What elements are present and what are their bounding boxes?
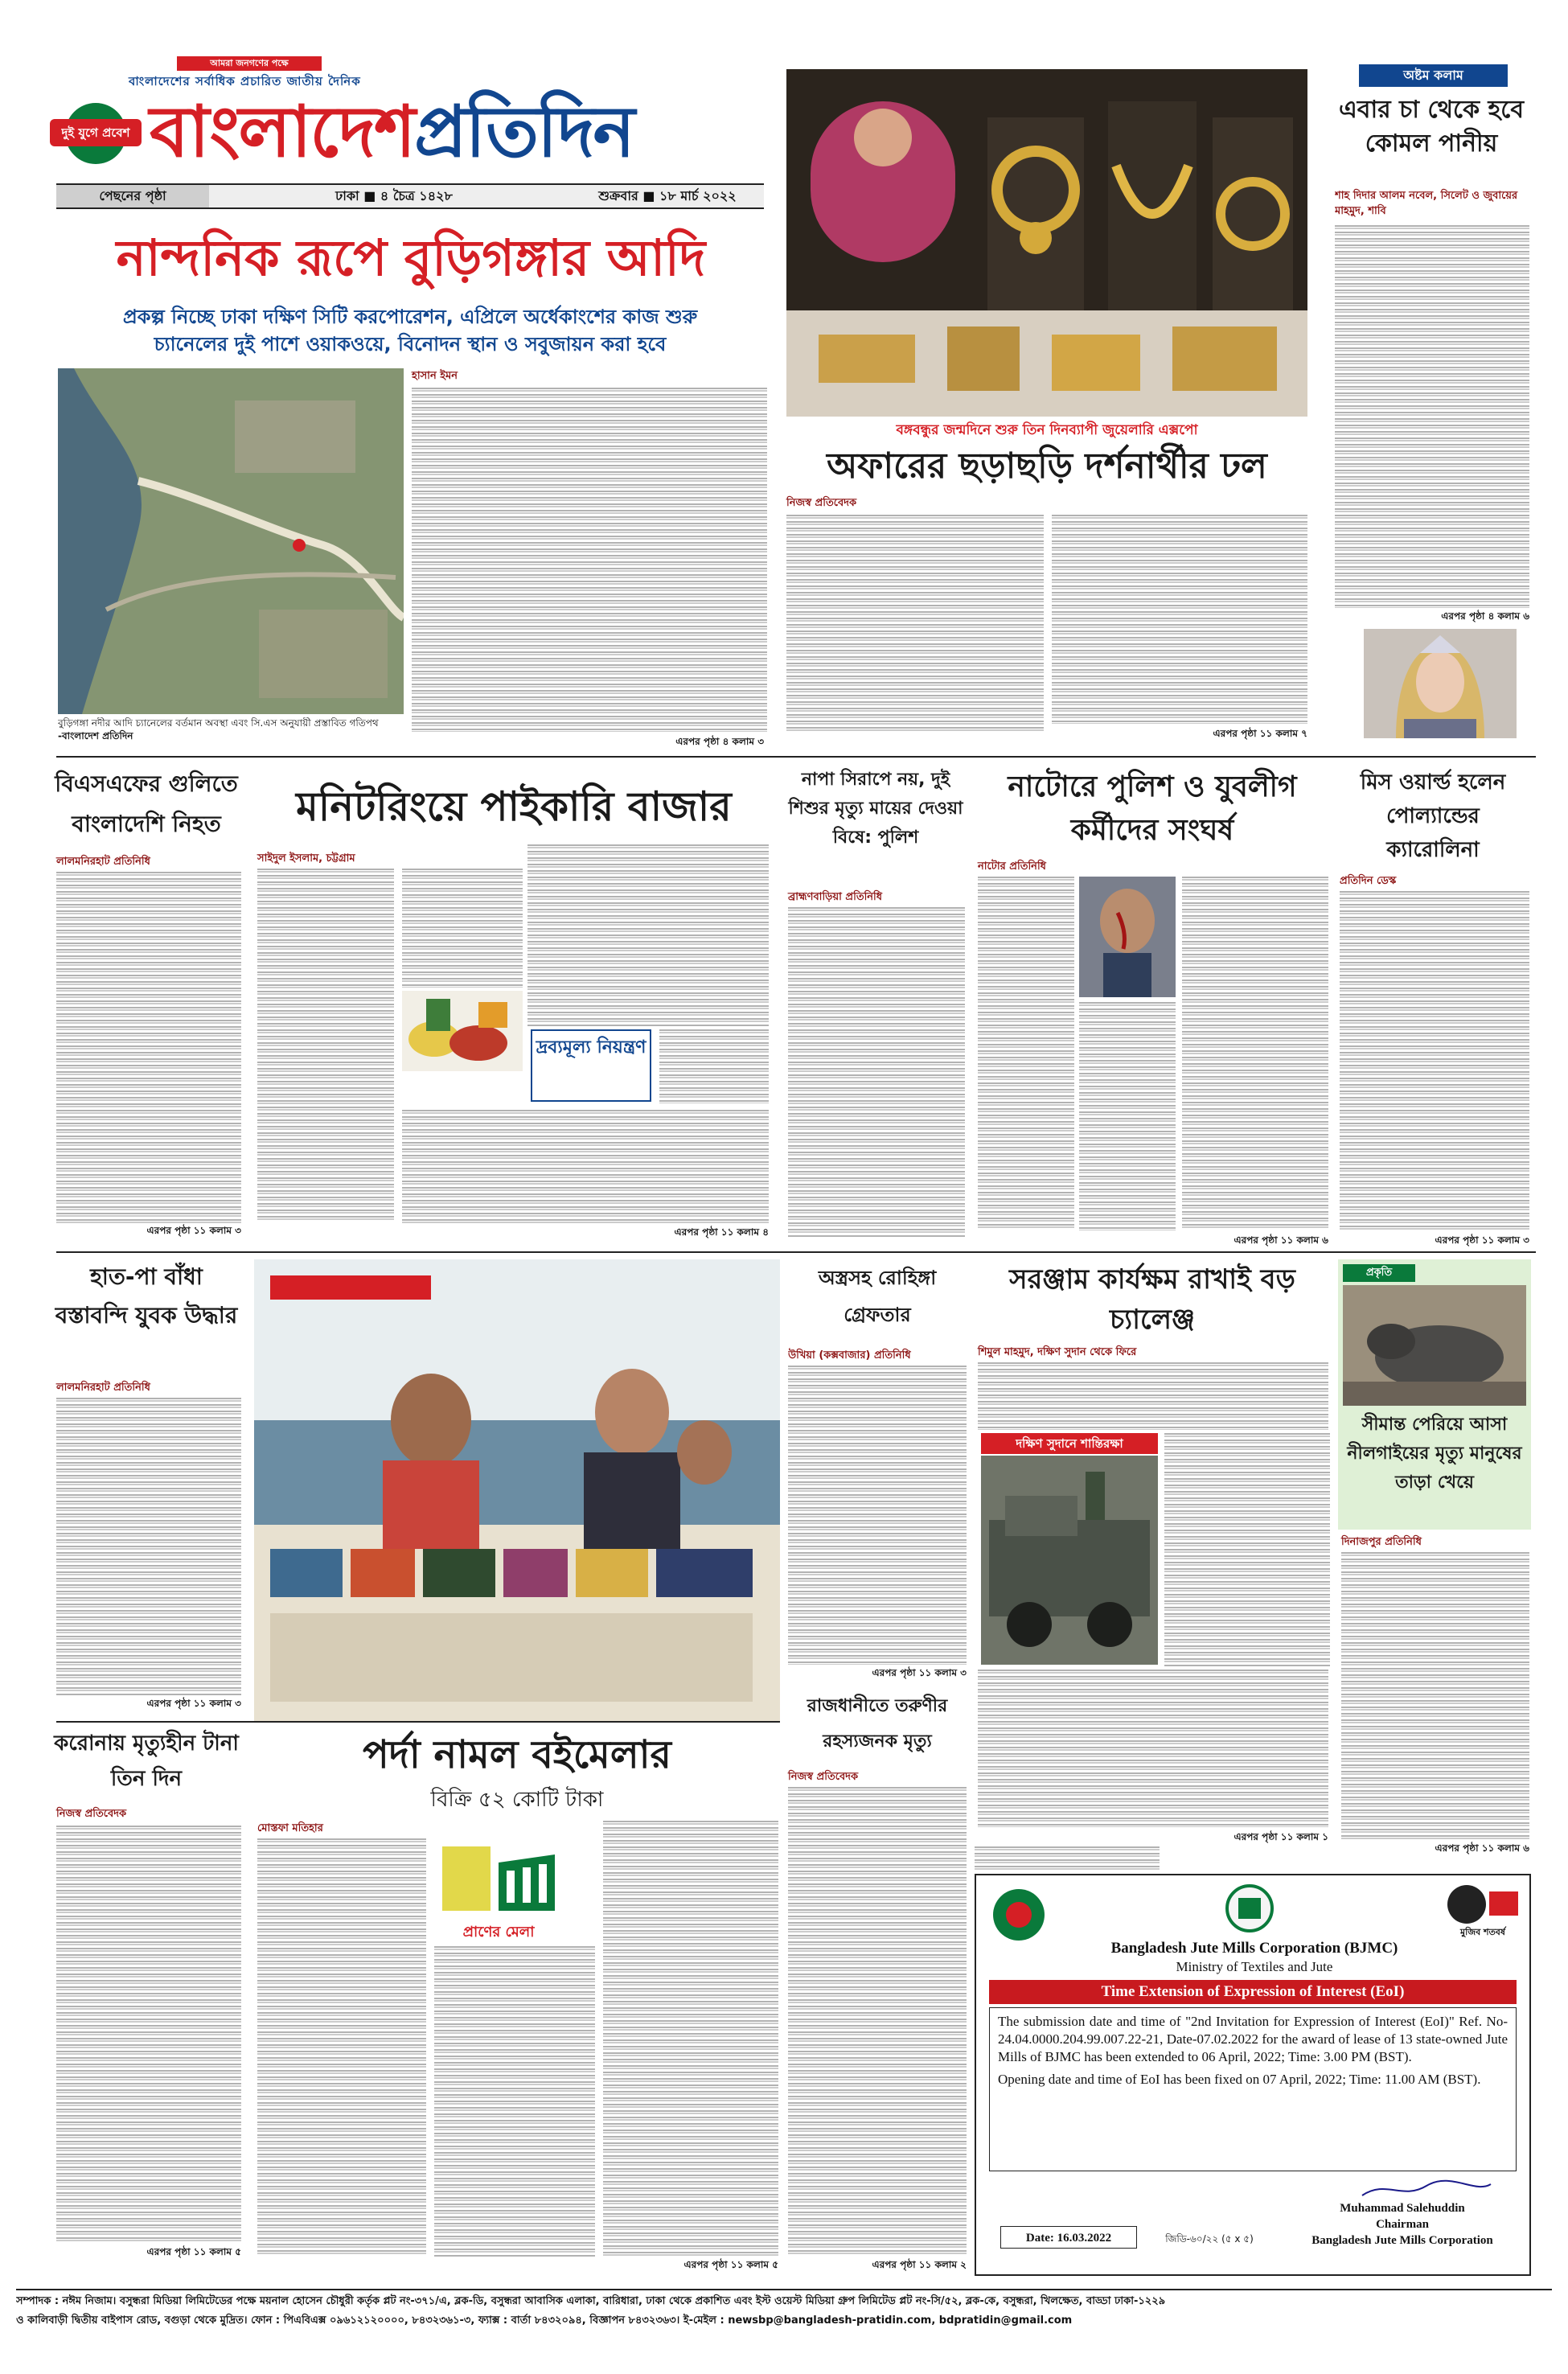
jewellery-headline: অফারের ছড়াছড়ি দর্শনার্থীর ঢল — [827, 446, 1267, 487]
motto-top: আমরা জনগণের পক্ষে — [177, 56, 322, 71]
equipment-body-bottom — [978, 1670, 1328, 1827]
badge-text: দুই যুগে প্রবেশ — [61, 125, 130, 140]
masthead-title — [150, 84, 761, 180]
footer-line-1: সম্পাদক : নঈম নিজাম। বসুন্ধরা মিডিয়া লিমিটেডের পক্ষে ময়নাল হোসেন চৌধুরী কর্তৃক প্লট নং-৩৭১/এ, ব্লক-ডি, বসুন্ধরা আবাসিক এলাকা, বারিধারা, ঢাকা থেকে প্রকাশিত এবং ইস্ট ওয়েস্ট মিডিয়া গ্রুপ লিমিটেড প্লট নং-সি/৫২, ব্লক-কে, বসুন্ধরা, খিলক্ষেত, বাড্ডা ঢাকা-১২২৯ — [16, 2295, 1166, 2307]
rohingya-byline: উখিয়া (কক্সবাজার) প্রতিনিধি — [788, 1349, 911, 1362]
footer-rule — [16, 2289, 1552, 2290]
column8-headline: এবার চা থেকে হবে কোমল পানীয় — [1338, 96, 1525, 158]
market-body-bottom — [402, 1110, 769, 1224]
lead-map-caption — [58, 717, 404, 753]
bookfair-logo — [434, 1838, 563, 1943]
youth-continuation: এরপর পৃষ্ঠা ১১ কলাম ৩ — [146, 1698, 241, 1709]
govt-emblem-icon — [991, 1887, 1047, 1943]
nilgai-photo — [1343, 1285, 1526, 1406]
ad-title: Time Extension of Expression of Interest (EoI) — [989, 1980, 1517, 2004]
capital-headline: রাজধানীতে তরুণীর রহস্যজনক মৃত্যু — [807, 1696, 948, 1752]
bsf-body — [56, 872, 241, 1224]
jewellery-byline: নিজস্ব প্রতিবেদক — [786, 497, 857, 509]
corona-body — [56, 1826, 241, 2244]
bsf-byline: লালমনিরহাট প্রতিনিধি — [56, 856, 150, 868]
bsf-continuation: এরপর পৃষ্ঠা ১১ কলাম ৩ — [146, 1225, 241, 1236]
bsf-headline: বিএসএফের গুলিতে বাংলাদেশি নিহত — [55, 770, 238, 837]
weekday: শুক্রবার ■ ১৮ মার্চ ২০২২ — [598, 188, 737, 203]
jewellery-caption: বঙ্গবন্ধুর জন্মদিনে শুরু তিন দিনব্যাপী জুয়েলারি এক্সপো — [896, 422, 1198, 438]
miss-world-continuation: এরপর পৃষ্ঠা ১১ কলাম ৩ — [1435, 1234, 1529, 1246]
ad-date: Date: 16.03.2022 — [1000, 2226, 1137, 2249]
border-tag: প্রকৃতি — [1343, 1264, 1415, 1282]
peacekeeper-vehicle-photo — [981, 1456, 1158, 1665]
column8-continuation: এরপর পৃষ্ঠা ৪ কলাম ৬ — [1441, 610, 1529, 622]
capital-byline: নিজস্ব প্রতিবেদক — [788, 1771, 859, 1783]
corona-continuation: এরপর পৃষ্ঠা ১১ কলাম ৫ — [146, 2246, 241, 2257]
lead-map-credit: -বাংলাদেশ প্রতিদিন — [58, 729, 133, 741]
section-rule-3 — [56, 1721, 780, 1723]
ad-body-box — [989, 2007, 1517, 2171]
natore-injured-photo — [1079, 877, 1176, 997]
market-continuation: এরপর পৃষ্ঠা ১১ কলাম ৪ — [674, 1226, 769, 1238]
equipment-photo-tag: দক্ষিণ সুদানে শান্তিরক্ষা — [981, 1433, 1158, 1454]
border-continuation: এরপর পৃষ্ঠা ১১ কলাম ৬ — [1435, 1842, 1529, 1854]
bookfair-body-right — [603, 1821, 778, 2257]
ad-ministry: Ministry of Textiles and Jute — [1176, 1959, 1333, 1974]
equipment-continuation: এরপর পৃষ্ঠা ১১ কলাম ১ — [1233, 1831, 1328, 1842]
capital-body-right — [975, 1846, 1160, 1871]
mujib-logo — [1443, 1883, 1523, 1941]
napa-byline: ব্রাহ্মণবাড়িয়া প্রতিনিধি — [788, 891, 883, 903]
page-label: পেছনের পৃষ্ঠা — [56, 185, 209, 207]
column8-body — [1335, 225, 1529, 608]
bookfair-body-mid — [434, 1946, 595, 2257]
capital-continuation: এরপর পৃষ্ঠা ১১ কলাম ২ — [872, 2259, 967, 2270]
corona-headline: করোনায় মৃত্যুহীন টানা তিন দিন — [54, 1731, 239, 1791]
napa-body — [788, 907, 965, 1237]
bookfair-body-left — [257, 1838, 426, 2257]
market-headline: মনিটরিংয়ে পাইকারি বাজার — [296, 783, 732, 830]
book-fair-photo — [254, 1259, 780, 1721]
equipment-body-top — [978, 1362, 1328, 1430]
bjmc-logo-icon — [1217, 1883, 1282, 1933]
miss-world-body — [1340, 891, 1529, 1232]
equipment-body-right — [1164, 1433, 1330, 1666]
masthead-title-left: বাংলাদেশ — [150, 90, 415, 173]
equipment-headline: সরঞ্জাম কার্যক্ষম রাখাই বড় চ্যালেঞ্জ — [1009, 1263, 1295, 1336]
natore-body-mid — [1079, 1002, 1176, 1230]
market-body-right-mid — [659, 1029, 769, 1103]
natore-continuation: এরপর পৃষ্ঠা ১১ কলাম ৬ — [1233, 1234, 1328, 1246]
mujib-label: মুজিব শতবর্ষ — [1460, 1927, 1505, 1937]
masthead — [0, 0, 1568, 217]
section-rule-1 — [56, 756, 1536, 758]
market-goods-image — [402, 991, 523, 1071]
rohingya-headline: অস্ত্রসহ রোহিঙ্গা গ্রেফতার — [818, 1267, 937, 1326]
ad-gd-no: জিডি-৬০/২২ (৫ x ৫) — [1165, 2233, 1254, 2245]
corona-byline: নিজস্ব প্রতিবেদক — [56, 1808, 127, 1820]
miss-world-byline: প্রতিদিন ডেস্ক — [1340, 875, 1397, 887]
rohingya-body — [788, 1366, 967, 1665]
lead-continuation: এরপর পৃষ্ঠা ৪ কলাম ৩ — [675, 736, 764, 747]
market-body-mid — [402, 869, 523, 988]
lead-map-caption-text: বুড়িগঙ্গা নদীর আদি চ্যানেলের বর্তমান অবস্থা এবং সি.এস অনুযায়ী প্রস্তাবিত গতিপথ — [58, 717, 379, 729]
ad-signer-title-2: Bangladesh Jute Mills Corporation — [1311, 2234, 1493, 2247]
masthead-title-right: প্রতিদিন — [414, 90, 634, 173]
dateline-bar — [56, 183, 764, 209]
lead-body-copy — [412, 388, 767, 732]
ad-para-2: Opening date and time of EoI has been fixed on 07 April, 2022; Time: 11.00 AM (BST). — [998, 2072, 1481, 2087]
ad-signer-title-1: Chairman — [1376, 2218, 1429, 2231]
border-body — [1341, 1552, 1529, 1842]
section-rule-2 — [56, 1251, 1536, 1253]
bookfair-logo-text: প্রাণের মেলা — [462, 1924, 535, 1941]
lead-map-photo — [58, 368, 404, 714]
jewellery-continuation: এরপর পৃষ্ঠা ১১ কলাম ৭ — [1213, 728, 1307, 739]
lead-deck-2: চ্যানেলের দুই পাশে ওয়াকওয়ে, বিনোদন স্থান ও সবুজায়ন করা হবে — [154, 333, 667, 355]
bookfair-continuation: এরপর পৃষ্ঠা ১১ কলাম ৫ — [683, 2259, 778, 2270]
natore-body-right — [1182, 877, 1328, 1230]
equipment-byline: শিমুল মাহমুদ, দক্ষিণ সুদান থেকে ফিরে — [978, 1346, 1137, 1358]
natore-headline: নাটোরে পুলিশ ও যুবলীগ কর্মীদের সংঘর্ষ — [1008, 770, 1297, 847]
lead-byline: হাসান ইমন — [412, 370, 458, 382]
ad-signature — [1354, 2178, 1499, 2202]
ad-signer: Muhammad Salehuddin — [1340, 2202, 1465, 2215]
miss-world-headline: মিস ওয়ার্ল্ড হলেন পোল্যান্ডের ক্যারোলিনা — [1360, 770, 1506, 862]
capital-body-left — [788, 1787, 967, 2257]
lead-headline: নান্দনিক রূপে বুড়িগঙ্গার আদি — [116, 228, 706, 287]
youth-body — [56, 1398, 241, 1695]
lead-deck-1: প্রকল্প নিচ্ছে ঢাকা দক্ষিণ সিটি করপোরেশন, এপ্রিলে অর্ধেকাংশের কাজ শুরু — [122, 306, 698, 328]
border-byline: দিনাজপুর প্রতিনিধি — [1341, 1536, 1422, 1548]
bjmc-ad — [975, 1874, 1531, 2276]
ad-org: Bangladesh Jute Mills Corporation (BJMC) — [1110, 1940, 1398, 1957]
masthead-tagline: বাংলাদেশের সর্বাধিক প্রচারিত জাতীয় দৈনিক — [129, 74, 361, 88]
market-body-left — [257, 869, 394, 1222]
rohingya-continuation: এরপর পৃষ্ঠা ১১ কলাম ৩ — [872, 1667, 967, 1678]
border-box — [1338, 1259, 1531, 1530]
market-body-right-top — [527, 844, 769, 1026]
jewellery-expo-photo — [786, 69, 1307, 417]
jewellery-body-right — [1052, 515, 1307, 724]
footer-line-2: ও কালিবাড়ী দ্বিতীয় বাইপাস রোড, বগুড়া থেকে মুদ্রিত। ফোন : পিএবিএক্স ০৯৬১২১২০০০০, ৮৪৩২৩৬১-৩, ফ্যাক্স : বার্তা ৮৪৩২০৯৪, বিজ্ঞাপন ৮৪৩২৩৬৩। ই-মেইল : newsbp@bangladesh-pratidin.com, bdpratidin@gmail.com — [16, 2314, 1073, 2327]
natore-byline: নাটোর প্রতিনিধি — [978, 860, 1046, 873]
column8-byline: শাহ দিদার আলম নবেল, সিলেট ও জুবায়ের মাহমুদ, শাবি — [1335, 190, 1518, 217]
jewellery-body-left — [786, 515, 1044, 732]
bookfair-byline: মোস্তফা মতিহার — [257, 1822, 323, 1834]
bookfair-headline: পর্দা নামল বইমেলার — [363, 1732, 671, 1777]
dateline: ঢাকা ■ ৪ চৈত্র ১৪২৮ — [335, 188, 453, 203]
youth-byline: লালমনিরহাট প্রতিনিধি — [56, 1382, 150, 1394]
border-headline: সীমান্ত পেরিয়ে আসা নীলগাইয়ের মৃত্যু মানুষের তাড়া খেয়ে — [1347, 1415, 1522, 1493]
natore-body-left — [978, 877, 1074, 1230]
napa-headline: নাপা সিরাপে নয়, দুই শিশুর মৃত্যু মায়ের দেওয়া বিষে: পুলিশ — [788, 770, 963, 848]
ad-para-1: The submission date and time of "2nd Invitation for Expression of Interest (EoI)" Ref. No- 24.04.0000.204.99.007.22-21, Date-07.02.2022 for the award of lease of 13 state-owned Jute Mills of BJMC has been extended to 06 April, 2022; Time: 3.00 PM (BST). — [998, 2014, 1508, 2064]
anniversary-badge — [47, 95, 145, 167]
miss-world-photo — [1364, 629, 1517, 738]
column8-tag: অষ্টম কলাম — [1359, 64, 1508, 87]
youth-headline: হাত-পা বাঁধা বস্তাবন্দি যুবক উদ্ধার — [55, 1263, 238, 1329]
market-price-box: দ্রব্যমূল্য নিয়ন্ত্রণ — [531, 1029, 651, 1102]
market-byline: সাইদুল ইসলাম, চট্টগ্রাম — [257, 852, 355, 865]
bookfair-subhead: বিক্রি ৫২ কোটি টাকা — [430, 1788, 604, 1812]
